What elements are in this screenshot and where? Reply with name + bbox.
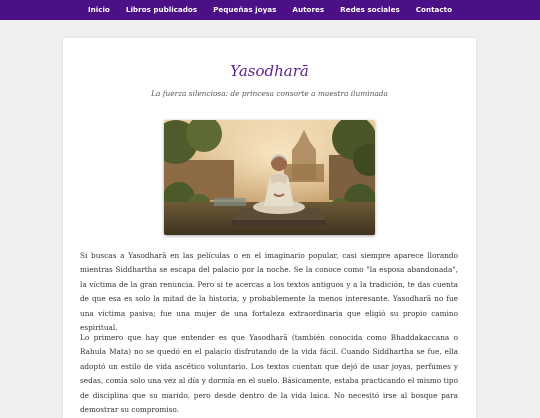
nav-link-libros-publicados[interactable]: Libros publicados <box>125 5 198 14</box>
nav-link-contacto[interactable]: Contacto <box>415 5 453 14</box>
nav-link-inicio[interactable]: Inicio <box>87 5 110 14</box>
nav-link-pequenas-joyas[interactable]: Pequeñas joyas <box>213 5 277 14</box>
nav-link-autores[interactable]: Autores <box>292 5 325 14</box>
meditating-woman-illustration <box>164 120 375 235</box>
article-paragraph-1: Si buscas a Yasodharā en las películas o en el imaginario popular, casi siempre aparece llorando mientras Siddhartha se escapa del palacio por la noche. Se la conoce como "la esposa abandonada", la víctima de la gran renuncia. Pero si te acercas a los textos antiguos y a la tradición, te das cuenta de que esa es solo la mitad de la historia, y probablemente la menos interesante. Yasodharā no fue una víctima pasiva; fue una mujer de una fortaleza extraordinaria que eligió su propio camino espiritual. <box>80 251 458 333</box>
article-paragraph-2: Lo primero que hay que entender es que Yasodharā (también conocida como Bhaddakaccana o Rahula Mata) no se quedó en el palacio disfrutando de la vida fácil. Cuando Siddhartha se fue, ella adoptó un estilo de vida ascético voluntario. Los textos cuentan que dejó de usar joyas, perfumes y sedas, comía solo una vez al día y dormía en el suelo. Básicamente, estaba practicando el mismo tipo de disciplina que su marido, pero desde dentro de la vida laica. No necesitó irse al bosque para demostrar su compromiso. <box>80 333 458 415</box>
article-card <box>63 38 476 418</box>
hero-image <box>164 120 375 235</box>
article-title: Yasodharā <box>230 62 309 80</box>
top-navigation <box>0 0 540 20</box>
nav-link-redes-sociales[interactable]: Redes sociales <box>340 5 400 14</box>
article-subtitle: La fuerza silenciosa: de princesa consorte a maestra iluminada <box>151 89 388 98</box>
